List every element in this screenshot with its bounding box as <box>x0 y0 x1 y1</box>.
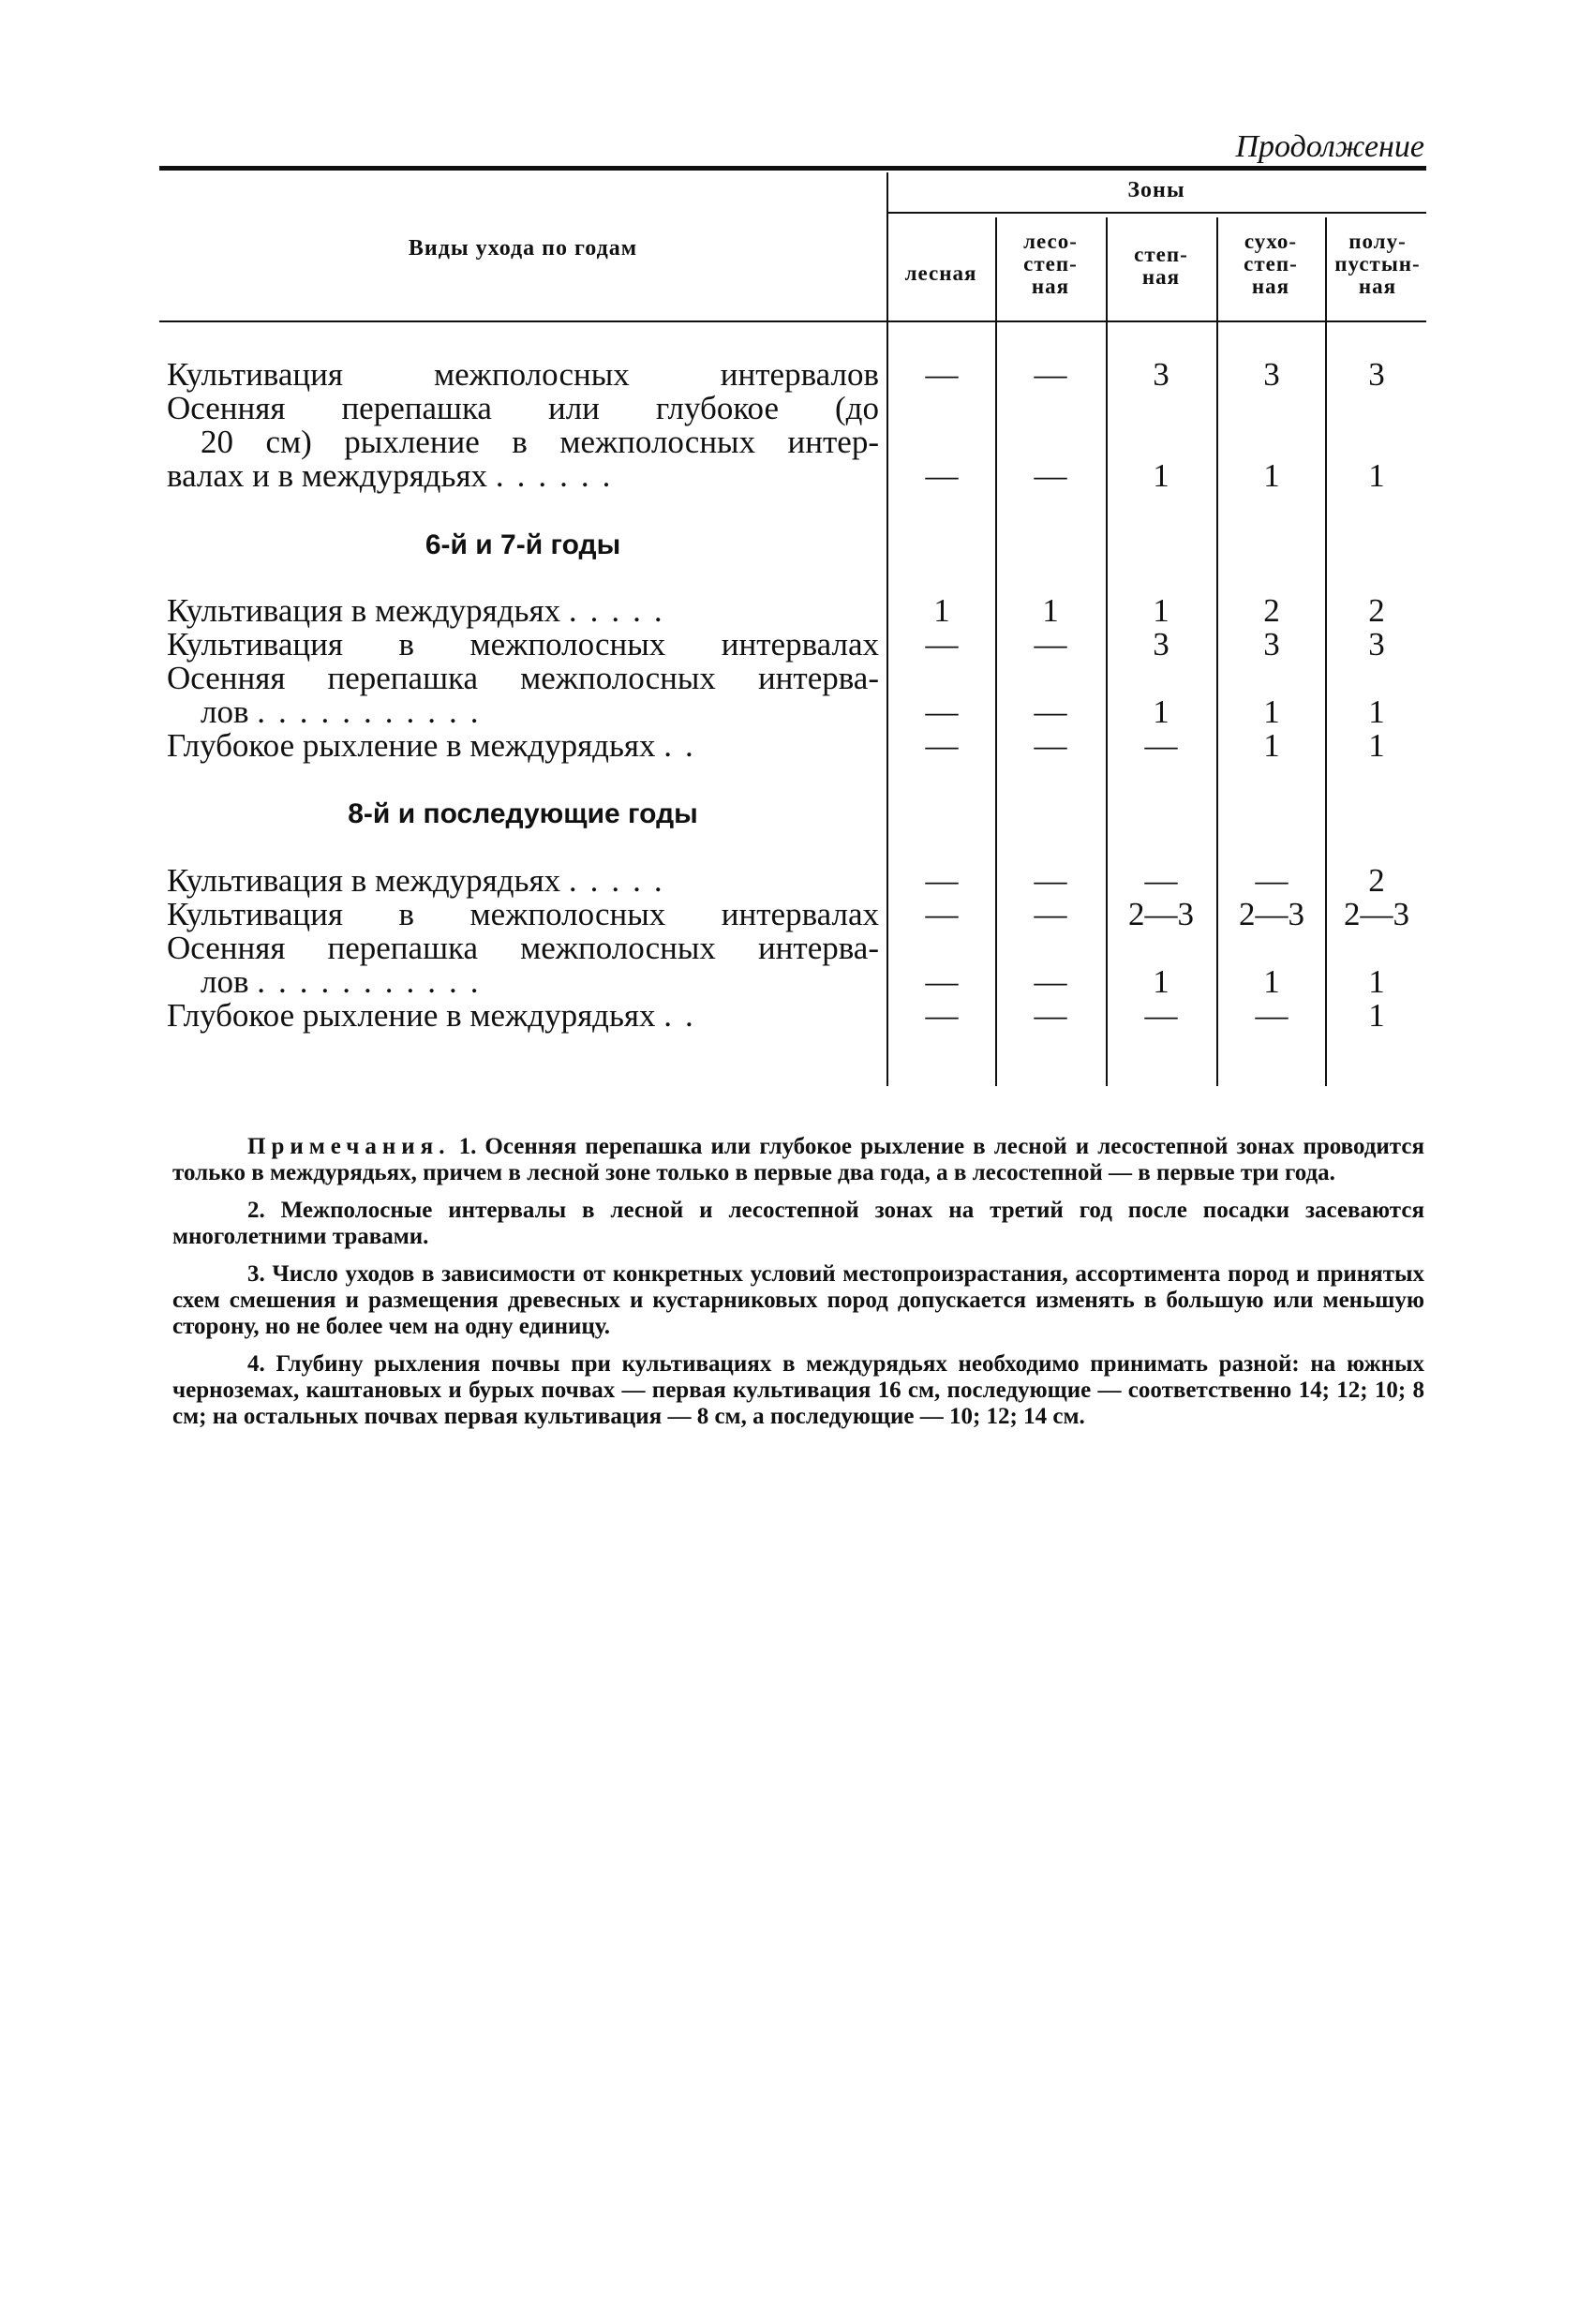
table-cell: 1 <box>1263 727 1280 764</box>
table-cell: 1 <box>1368 727 1385 764</box>
table-cell: — <box>925 963 959 1000</box>
zone-header-forest: лесная <box>904 261 977 285</box>
table-row-label: Культивация межполосных интервалов <box>167 356 879 393</box>
table-row-label: Культивация в междурядьях ..... <box>167 862 676 899</box>
table-cell: — <box>1255 862 1289 899</box>
column-divider <box>886 172 888 1086</box>
table-cell: 1 <box>1368 693 1385 730</box>
table-cell: — <box>1034 862 1067 899</box>
table-cell: 2—3 <box>1344 896 1409 932</box>
zone-header-forest-steppe: лесо- степ- ная <box>1023 230 1078 298</box>
table-cell: 1 <box>1042 592 1059 629</box>
table-cell: — <box>925 693 959 730</box>
table-cell: — <box>925 356 959 393</box>
table-cell: — <box>1034 727 1067 764</box>
notes-label: Примечания. <box>247 1134 451 1159</box>
header-bottom-rule <box>159 320 1426 322</box>
table-cell: — <box>925 457 959 494</box>
table-row-label: Культивация в междурядьях ..... <box>167 592 676 629</box>
zone-header-semi-desert: полу- пустын- ная <box>1334 230 1421 298</box>
table-cell: 2 <box>1263 592 1280 629</box>
table-cell: — <box>1034 693 1067 730</box>
table-cell: 3 <box>1153 356 1169 393</box>
table-cell: 3 <box>1263 356 1280 393</box>
continuation-label: Продолжение <box>1235 129 1424 164</box>
table-cell: — <box>1144 862 1178 899</box>
table-cell: — <box>1034 963 1067 1000</box>
table-row-label: Культивация в межполосных интервалах <box>167 626 879 663</box>
header-zones-label: Зоны <box>1127 178 1185 202</box>
table-cell: 1 <box>1153 963 1169 1000</box>
table-cell: 1 <box>1153 693 1169 730</box>
column-divider <box>1216 217 1218 1086</box>
zones-rule <box>886 212 1426 214</box>
table-cell: 1 <box>1153 592 1169 629</box>
table-cell: — <box>925 997 959 1034</box>
table-row-label: Глубокое рыхление в междурядьях .. <box>167 727 707 764</box>
table-cell: — <box>1144 997 1178 1034</box>
table-cell: — <box>1034 896 1067 932</box>
table-cell: 3 <box>1153 626 1169 663</box>
table-cell: — <box>925 862 959 899</box>
table-cell: 2 <box>1368 862 1385 899</box>
table-cell: 1 <box>933 592 950 629</box>
note-4: 4. Глубину рыхления почвы при культивациях в междурядьях необходимо принимать разной: на южных черноземах, каштановых и бурых почвах — первая культивация 16 см, последующие — соответственно 14; 12; 10; 8 см; на остальных почвах первая культивация — 8 см, а последующие — 10; 12; 14 см. <box>172 1351 1424 1429</box>
table-cell: — <box>925 896 959 932</box>
column-divider <box>995 217 997 1086</box>
table-cell: 3 <box>1368 356 1385 393</box>
table-row-label: Осенняя перепашка межполосных интерва- лов ........... <box>167 660 879 730</box>
table-cell: — <box>1144 727 1178 764</box>
table-cell: 3 <box>1263 626 1280 663</box>
table-cell: — <box>1034 997 1067 1034</box>
table-row-label: Осенняя перепашка межполосных интерва- лов ........... <box>167 930 879 1000</box>
table-row-label: Культивация в межполосных интервалах <box>167 896 879 932</box>
table-cell: — <box>1034 626 1067 663</box>
table-cell: 1 <box>1263 693 1280 730</box>
table-cell: 3 <box>1368 626 1385 663</box>
table-cell: — <box>925 626 959 663</box>
section-heading: 6-й и 7-й годы <box>425 529 621 560</box>
notes-block <box>172 1134 1424 1441</box>
table-cell: — <box>925 727 959 764</box>
table-top-rule <box>159 166 1426 171</box>
header-main-label: Виды ухода по годам <box>408 236 638 261</box>
table-cell: 1 <box>1153 457 1169 494</box>
zone-header-steppe: степ- ная <box>1134 243 1188 289</box>
table-cell: 2—3 <box>1128 896 1194 932</box>
table-cell: 1 <box>1368 963 1385 1000</box>
table-cell: — <box>1034 457 1067 494</box>
table-cell: 2 <box>1368 592 1385 629</box>
table-row-label: Осенняя перепашка или глубокое (до 20 см) рыхление в межполосных интер- валах и в междурядьях ...... <box>167 390 879 494</box>
section-heading: 8-й и последующие годы <box>348 798 698 829</box>
table-cell: 1 <box>1368 457 1385 494</box>
table-cell: — <box>1255 997 1289 1034</box>
table-cell: 2—3 <box>1239 896 1304 932</box>
note-3: 3. Число уходов в зависимости от конкретных условий местопроизрастания, ассортимента пород и принятых схем смешения и размещения древесных и кустарниковых пород допускается изменять в большую или меньшую сторону, но не более чем на одну единицу. <box>172 1261 1424 1339</box>
column-divider <box>1106 217 1108 1086</box>
zone-header-dry-steppe: сухо- степ- ная <box>1244 230 1298 298</box>
table-cell: 1 <box>1263 963 1280 1000</box>
note-1: 1. Осенняя перепашка или глубокое рыхление в лесной и лесостепной зонах проводится только в междурядьях, причем в лесной зоне только в первые два года, а в лесостепной — в первые три года. <box>172 1134 1424 1185</box>
table-cell: 1 <box>1368 997 1385 1034</box>
note-2: 2. Межполосные интервалы в лесной и лесостепной зонах на третий год после посадки засеваются многолетними травами. <box>172 1198 1424 1249</box>
table-cell: 1 <box>1263 457 1280 494</box>
table-row-label: Глубокое рыхление в междурядьях .. <box>167 997 707 1034</box>
table-cell: — <box>1034 356 1067 393</box>
